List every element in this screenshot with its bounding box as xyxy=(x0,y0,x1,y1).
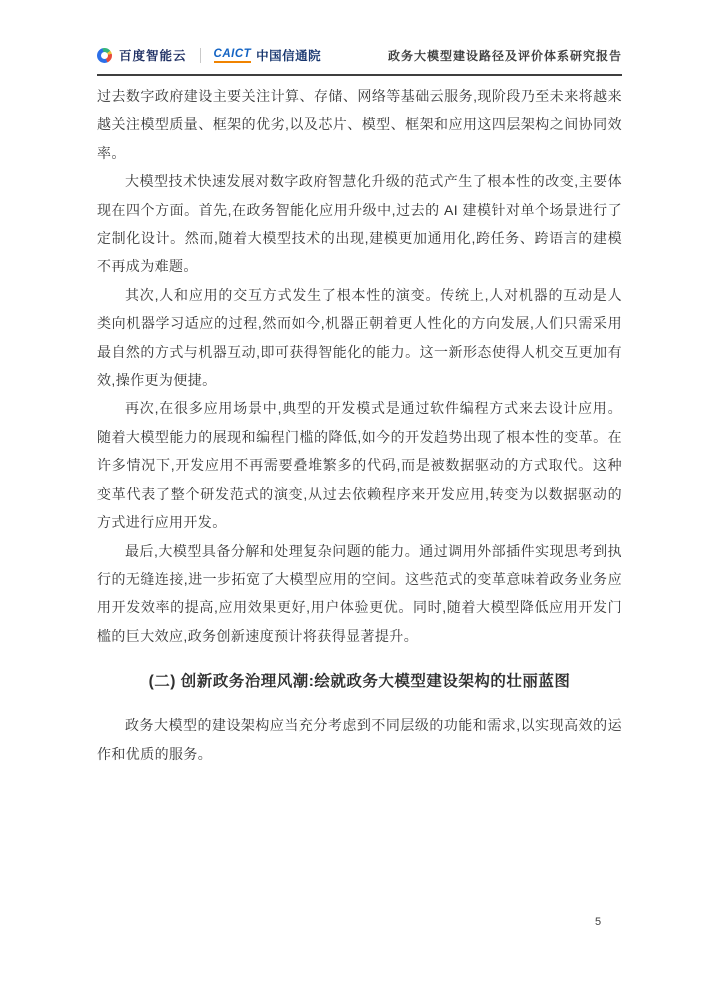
caict-logo xyxy=(214,46,322,64)
report-title: 政务大模型建设路径及评价体系研究报告 xyxy=(387,48,622,63)
paragraph: 最后,大模型具备分解和处理复杂问题的能力。通过调用外部插件实现思考到执行的无缝连接,进一步拓宽了大模型应用的空间。这些范式的变革意味着政务业务应用开发效率的提高,应用效果更好,用户体验更优。同时,随着大模型降低应用开发门槛的巨大效应,政务创新速度预计将获得显著提升。 xyxy=(97,542,622,644)
logo-divider xyxy=(200,48,201,63)
page-number: 5 xyxy=(594,916,602,928)
baidu-cloud-logo-text: 百度智能云 xyxy=(119,49,187,63)
caict-logo-cn-text: 中国信通院 xyxy=(256,49,322,63)
caict-logo-text: CAICT xyxy=(214,48,252,63)
paragraph: 大模型技术快速发展对数字政府智慧化升级的范式产生了根本性的改变,主要体现在四个方面。首先,在政务智能化应用升级中,过去的 AI 建模针对单个场景进行了定制化设计。然而,随着大模型技术的出现,建模更加通用化,跨任务、跨语言的建模不再成为难题。 xyxy=(97,173,622,275)
section-heading: (二) 创新政务治理风潮:绘就政务大模型建设架构的壮丽蓝图 xyxy=(148,673,571,691)
page-body xyxy=(97,82,622,768)
paragraph: 过去数字政府建设主要关注计算、存储、网络等基础云服务,现阶段乃至未来将越来越关注模型质量、框架的优劣,以及芯片、模型、框架和应用这四层架构之间协同效率。 xyxy=(97,88,622,161)
page-header xyxy=(97,46,622,76)
paragraph: 其次,人和应用的交互方式发生了根本性的演变。传统上,人对机器的互动是人类向机器学习适应的过程,然而如今,机器正朝着更人性化的方向发展,人们只需采用最自然的方式与机器互动,即可获得智能化的能力。这一新形态使得人机交互更加有效,操作更为便捷。 xyxy=(97,286,622,389)
baidu-cloud-icon xyxy=(97,48,112,63)
paragraph: 政务大模型的建设架构应当充分考虑到不同层级的功能和需求,以实现高效的运作和优质的服务。 xyxy=(97,717,622,762)
logo-group xyxy=(97,46,321,64)
paragraph: 再次,在很多应用场景中,典型的开发模式是通过软件编程方式来去设计应用。随着大模型能力的展现和编程门槛的降低,如今的开发趋势出现了根本性的变革。在许多情况下,开发应用不再需要叠堆繁多的代码,而是被数据驱动的方式取代。这种变革代表了整个研发范式的演变,从过去依赖程序来开发应用,转变为以数据驱动的方式进行应用开发。 xyxy=(97,400,622,531)
